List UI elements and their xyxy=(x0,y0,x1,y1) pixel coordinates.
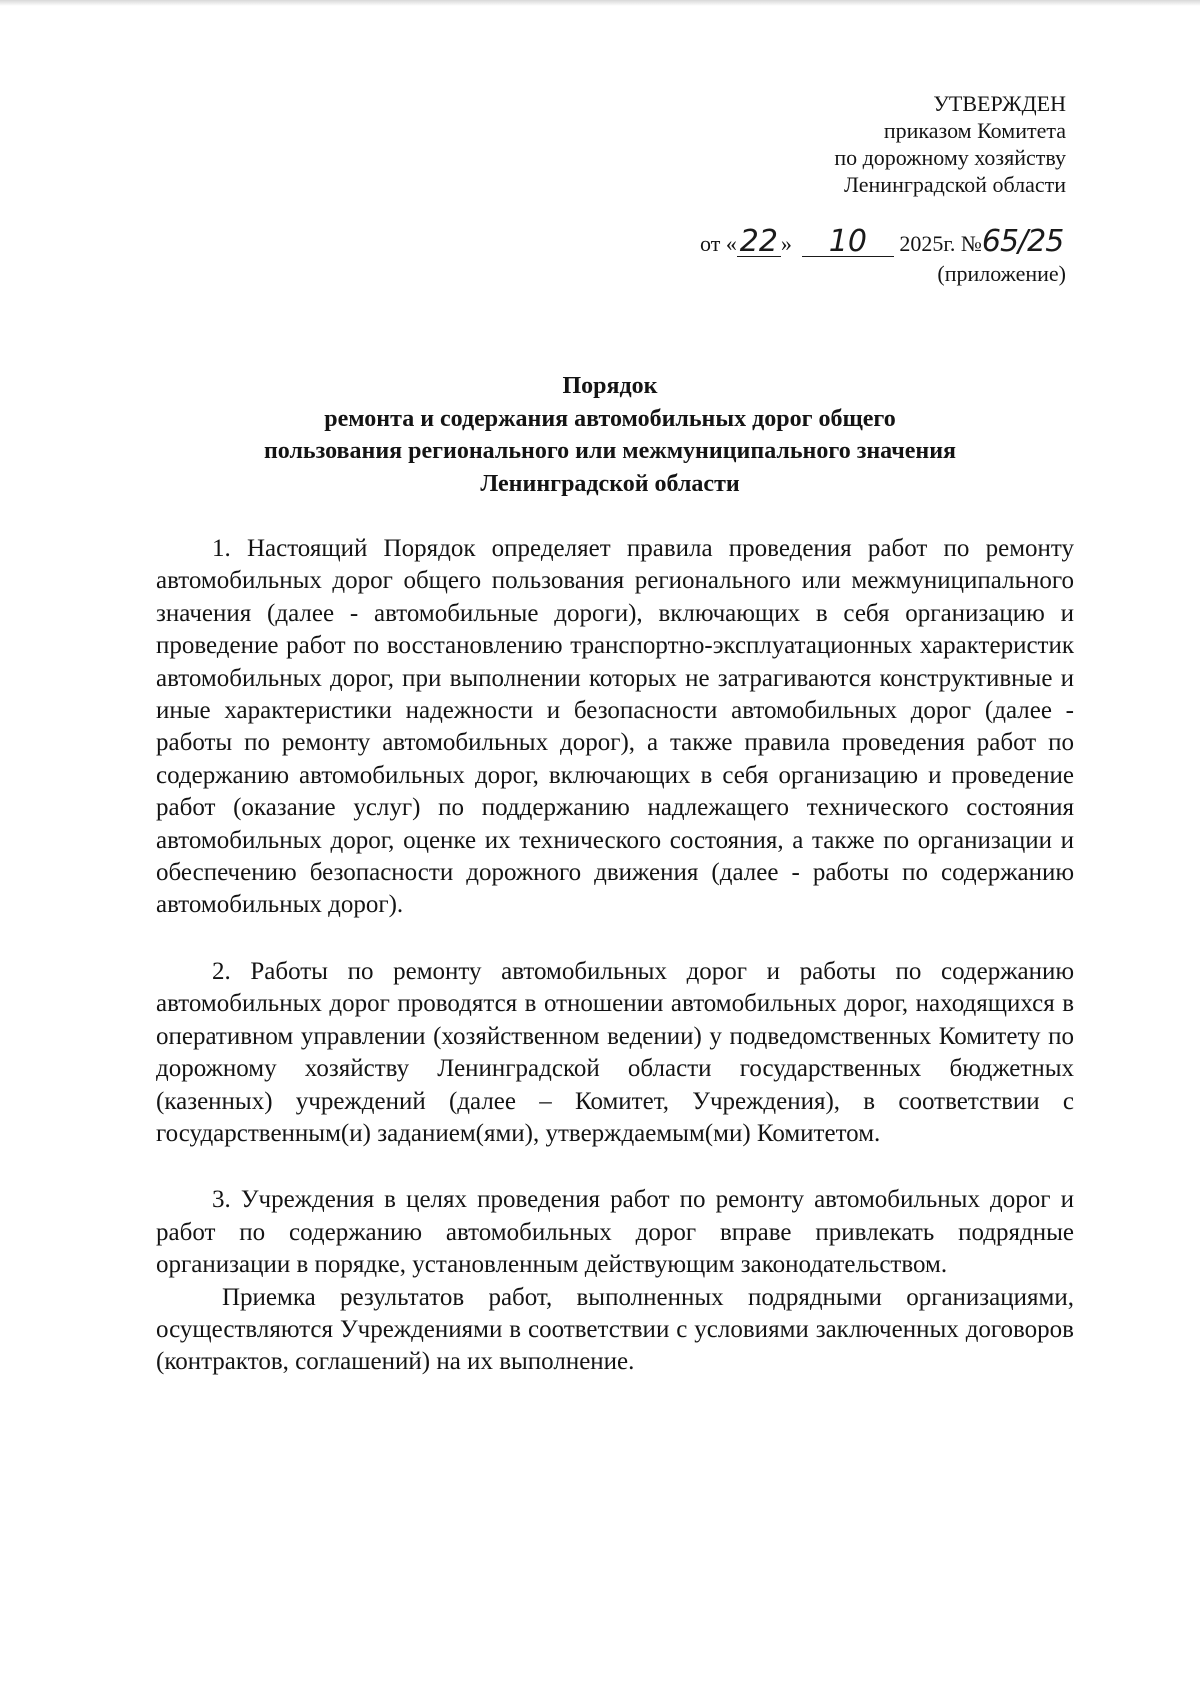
title-line-3: пользования регионального или межмуниципального значения xyxy=(263,438,957,464)
title-line-2: ремонта и содержания автомобильных дорог общего xyxy=(324,405,896,432)
approval-stamp-block xyxy=(700,90,1066,198)
paragraph-1: 1. Настоящий Порядок определяет правила проведения работ по ремонту автомобильных дорог общего пользования регионального или межмуниципального значения (далее - автомобильные дороги), включающих в себя организацию и проведение работ по восстановлению транспортно-эксплуатационных характеристик автомобильных дорог, при выполнении которых не затрагиваются конструктивные и иные характеристики надежности и безопасности автомобильных дорог (далее - работы по ремонту автомобильных дорог), а также правила проведения работ по содержанию автомобильных дорог, включающих в себя организацию и проведение работ (оказание услуг) по поддержанию надлежащего технического состояния автомобильных дорог, оценке их технического состояния, а также по организации и обеспечению безопасности дорожного движения (далее - работы по содержанию автомобильных дорог). xyxy=(156,535,1074,919)
date-quote-close: » xyxy=(780,231,792,256)
document-body xyxy=(156,533,1074,1379)
approval-heading: УТВЕРЖДЕН xyxy=(933,91,1066,116)
date-month-handwritten: 10 xyxy=(802,228,894,257)
appendix-label: (приложение) xyxy=(937,261,1066,286)
approval-line-region: Ленинградской области xyxy=(844,172,1066,197)
paragraph-2: 2. Работы по ремонту автомобильных дорог и работы по содержанию автомобильных дорог проводятся в отношении автомобильных дорог, находящихся в оперативном управлении (хозяйственном ведении) у подведомственных Комитету по дорожному хозяйству Ленинградской области государственных бюджетных (казенных) учреждений (далее – Комитет, Учреждения), в соответствии с государственным(и) заданием(ями), утверждаемым(ми) Комитетом. xyxy=(156,957,1074,1147)
paragraph-3: 3. Учреждения в целях проведения работ по ремонту автомобильных дорог и работ по содержанию автомобильных дорог вправе привлекать подрядные организации в порядке, установленным действующим законодательством. xyxy=(156,1186,1074,1279)
date-year-and-number-label: 2025г. № xyxy=(899,231,982,256)
paragraph-3-acceptance: Приемка результатов работ, выполненных подрядными организациями, осуществляются Учреждениями в соответствии с условиями заключенных договоров (контрактов, соглашений) на их выполнение. xyxy=(156,1283,1074,1376)
approval-line-committee: по дорожному хозяйству xyxy=(834,145,1066,170)
date-prefix: от « xyxy=(700,231,737,256)
order-date-line xyxy=(700,224,1080,259)
order-number-handwritten: 65/25 xyxy=(981,224,1064,259)
date-day-handwritten: 22 xyxy=(737,228,781,257)
title-line-1: Порядок xyxy=(562,373,658,399)
approval-line-order: приказом Комитета xyxy=(883,118,1066,143)
document-title xyxy=(130,370,1090,500)
title-line-4: Ленинградской области xyxy=(480,470,740,497)
